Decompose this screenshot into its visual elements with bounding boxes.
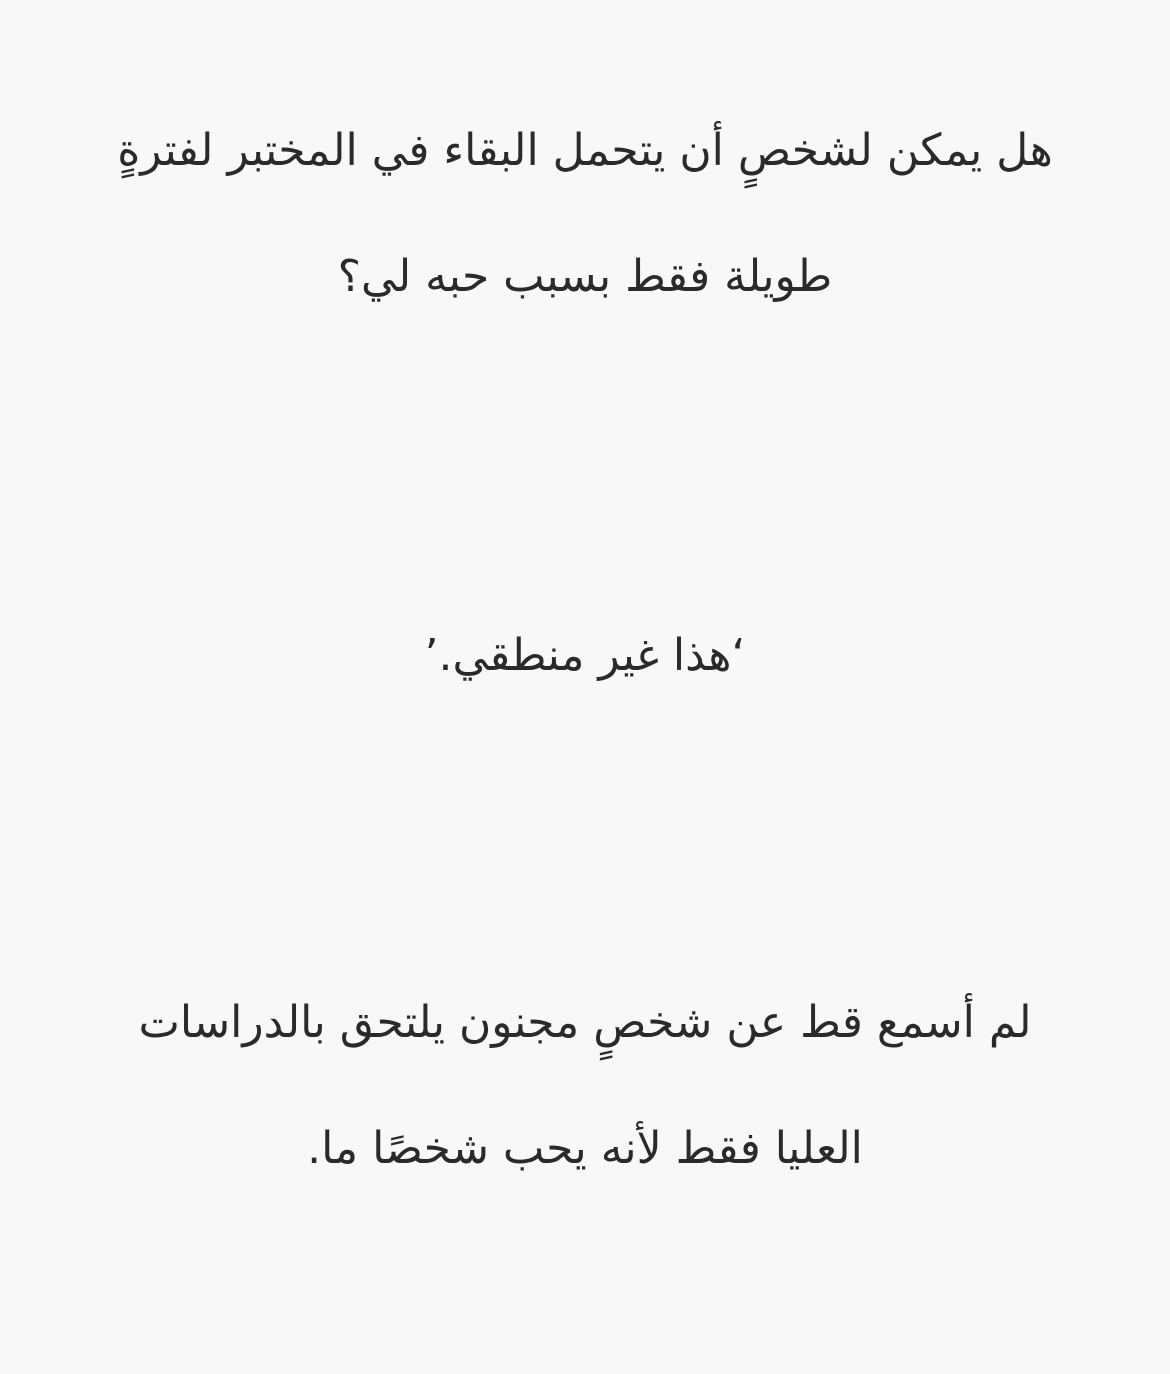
text-line: العليا فقط لأنه يحب شخصًا ما.	[307, 1123, 863, 1174]
text-line: ‘هذا غير منطقي.’	[424, 630, 746, 681]
text-line: طويلة فقط بسبب حبه لي؟	[337, 251, 833, 302]
paragraph-question	[60, 88, 1110, 340]
paragraph-thought	[60, 593, 1110, 719]
text-line: لم أسمع قط عن شخصٍ مجنون يلتحق بالدراسات	[138, 997, 1032, 1048]
paragraph-statement	[60, 960, 1110, 1212]
text-line: هل يمكن لشخصٍ أن يتحمل البقاء في المختبر لفترةٍ	[117, 125, 1053, 176]
